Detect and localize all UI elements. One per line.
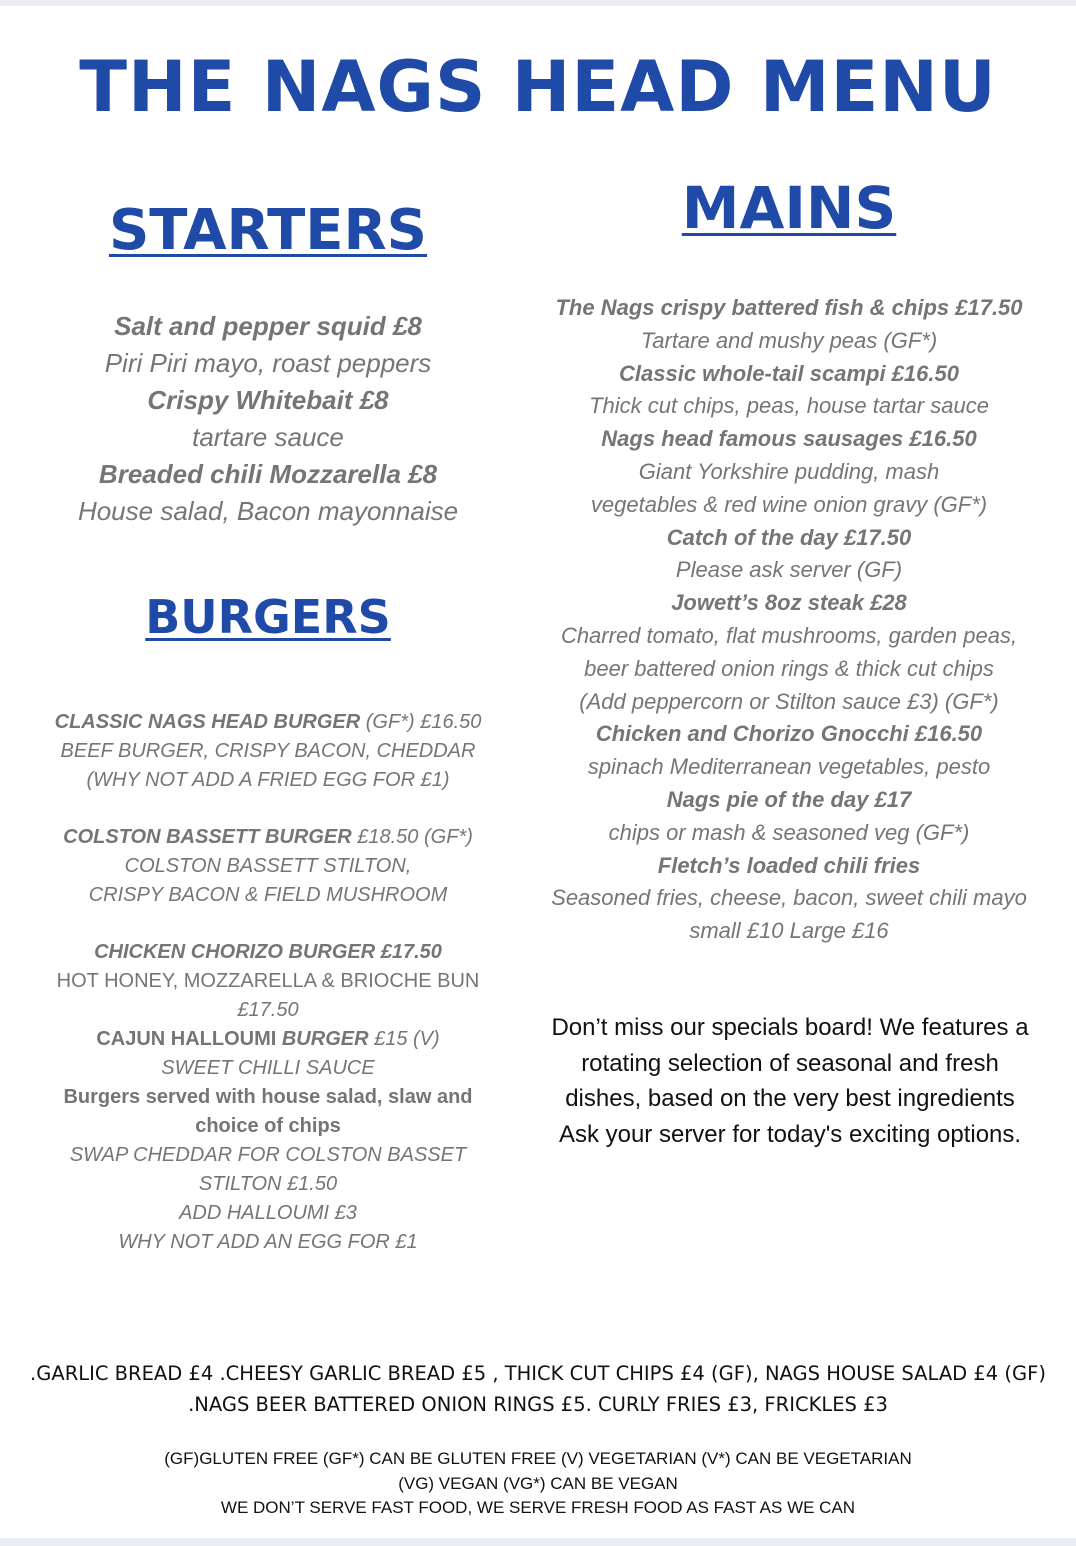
burger-name: COLSTON BASSETT BURGER [63, 826, 352, 848]
specials-line: Ask your server for today's exciting options. [558, 1120, 1022, 1148]
burger-extra: WHY NOT ADD AN EGG FOR £1 [118, 1231, 418, 1253]
burger-name: CAJUN HALLOUMI [96, 1028, 282, 1050]
main-name: Fletch’s loaded chili fries [657, 852, 921, 878]
main-desc: Charred tomato, flat mushrooms, garden peas, [560, 622, 1018, 648]
menu-page [0, 6, 1076, 1538]
starter-desc: Piri Piri mayo, roast peppers [104, 348, 432, 378]
burgers-served-note: Burgers served with house salad, slaw and [63, 1086, 473, 1108]
main-name: Jowett’s 8oz steak £28 [671, 590, 907, 616]
main-desc: chips or mash & seasoned veg (GF*) [608, 819, 970, 845]
main-name: Nags head famous sausages £16.50 [601, 426, 977, 452]
burger-desc: CRISPY BACON & FIELD MUSHROOM [88, 884, 448, 906]
legend-line: WE DON’T SERVE FAST FOOD, WE SERVE FRESH FOOD AS FAST AS WE CAN [220, 1498, 856, 1517]
burger-desc: (WHY NOT ADD A FRIED EGG FOR £1) [86, 769, 450, 791]
burger-extra: SWAP CHEDDAR FOR COLSTON BASSET [69, 1144, 467, 1166]
starters-list [38, 308, 498, 530]
burger-title-line [38, 938, 498, 967]
sides-line: .GARLIC BREAD £4 .CHEESY GARLIC BREAD £5 , THICK CUT CHIPS £4 (GF), NAGS HOUSE SALAD £4 (GF) [30, 1362, 1046, 1385]
main-desc: (Add peppercorn or Stilton sauce £3) (GF*) [579, 688, 999, 714]
burger-name-italic: BURGER [281, 1028, 369, 1050]
sides-list [0, 1358, 1076, 1420]
dietary-legend [0, 1447, 1076, 1521]
legend-line: (VG) VEGAN (VG*) CAN BE VEGAN [398, 1473, 678, 1493]
burger-name: CLASSIC NAGS HEAD BURGER [54, 711, 361, 733]
starter-name: Crispy Whitebait £8 [147, 385, 389, 415]
specials-note [528, 1010, 1052, 1152]
main-desc: Please ask server (GF) [675, 557, 903, 583]
legend-line: (GF)GLUTEN FREE (GF*) CAN BE GLUTEN FREE (V) VEGETARIAN (V*) CAN BE VEGETARIAN [164, 1449, 912, 1468]
main-name: The Nags crispy battered fish & chips £17.50 [555, 295, 1023, 320]
burger-desc: HOT HONEY, MOZZARELLA & BRIOCHE BUN [56, 970, 480, 992]
burgers-list [38, 708, 498, 1257]
specials-line: Don’t miss our specials board! We features a [551, 1014, 1029, 1041]
main-name: Classic whole-tail scampi £16.50 [619, 360, 959, 386]
starter-name: Breaded chili Mozzarella £8 [98, 459, 438, 489]
main-desc: Seasoned fries, cheese, bacon, sweet chili mayo [551, 885, 1027, 911]
burger-extra: ADD HALLOUMI £3 [179, 1202, 357, 1224]
main-desc: beer battered onion rings & thick cut chips [584, 655, 994, 681]
menu-title: THE NAGS HEAD MENU [79, 46, 997, 128]
sides-line: .NAGS BEER BATTERED ONION RINGS £5. CURLY FRIES £3, FRICKLES £3 [188, 1393, 888, 1416]
main-desc: spinach Mediterranean vegetables, pesto [587, 754, 991, 780]
starter-name: Salt and pepper squid £8 [114, 311, 422, 341]
burgers-heading: BURGERS [145, 590, 391, 644]
burger-desc: SWEET CHILLI SAUCE [161, 1057, 375, 1079]
burger-title-line [38, 708, 498, 737]
main-desc: vegetables & red wine onion gravy (GF*) [590, 491, 988, 517]
main-desc: Tartare and mushy peas (GF*) [640, 327, 938, 353]
burger-price: (GF*) £16.50 [360, 711, 482, 733]
burger-title-line [38, 1025, 498, 1054]
burger-title-line [38, 823, 498, 852]
main-name: Chicken and Chorizo Gnocchi £16.50 [595, 721, 983, 747]
main-desc: Thick cut chips, peas, house tartar sauce [589, 393, 989, 419]
burgers-served-note: choice of chips [195, 1115, 341, 1137]
specials-line: rotating selection of seasonal and fresh [581, 1049, 999, 1077]
main-desc: Giant Yorkshire pudding, mash [638, 458, 940, 484]
main-name: Nags pie of the day £17 [666, 786, 912, 812]
starters-heading: STARTERS [108, 198, 428, 263]
specials-line: dishes, based on the very best ingredients [565, 1085, 1015, 1112]
burger-desc: BEEF BURGER, CRISPY BACON, CHEDDAR [60, 740, 476, 762]
burger-price: £15 (V) [368, 1028, 440, 1050]
main-desc: small £10 Large £16 [689, 918, 889, 944]
mains-heading: MAINS [681, 174, 897, 242]
burger-price: £18.50 (GF*) [351, 826, 473, 848]
burger-desc: £17.50 [237, 999, 299, 1021]
main-name: Catch of the day £17.50 [666, 524, 912, 550]
burger-extra: STILTON £1.50 [198, 1173, 338, 1195]
starter-desc: tartare sauce [192, 422, 344, 452]
burger-desc: COLSTON BASSETT STILTON, [124, 855, 412, 877]
mains-list [528, 292, 1050, 948]
burger-name: CHICKEN CHORIZO BURGER £17.50 [94, 941, 442, 963]
starter-desc: House salad, Bacon mayonnaise [77, 496, 459, 526]
